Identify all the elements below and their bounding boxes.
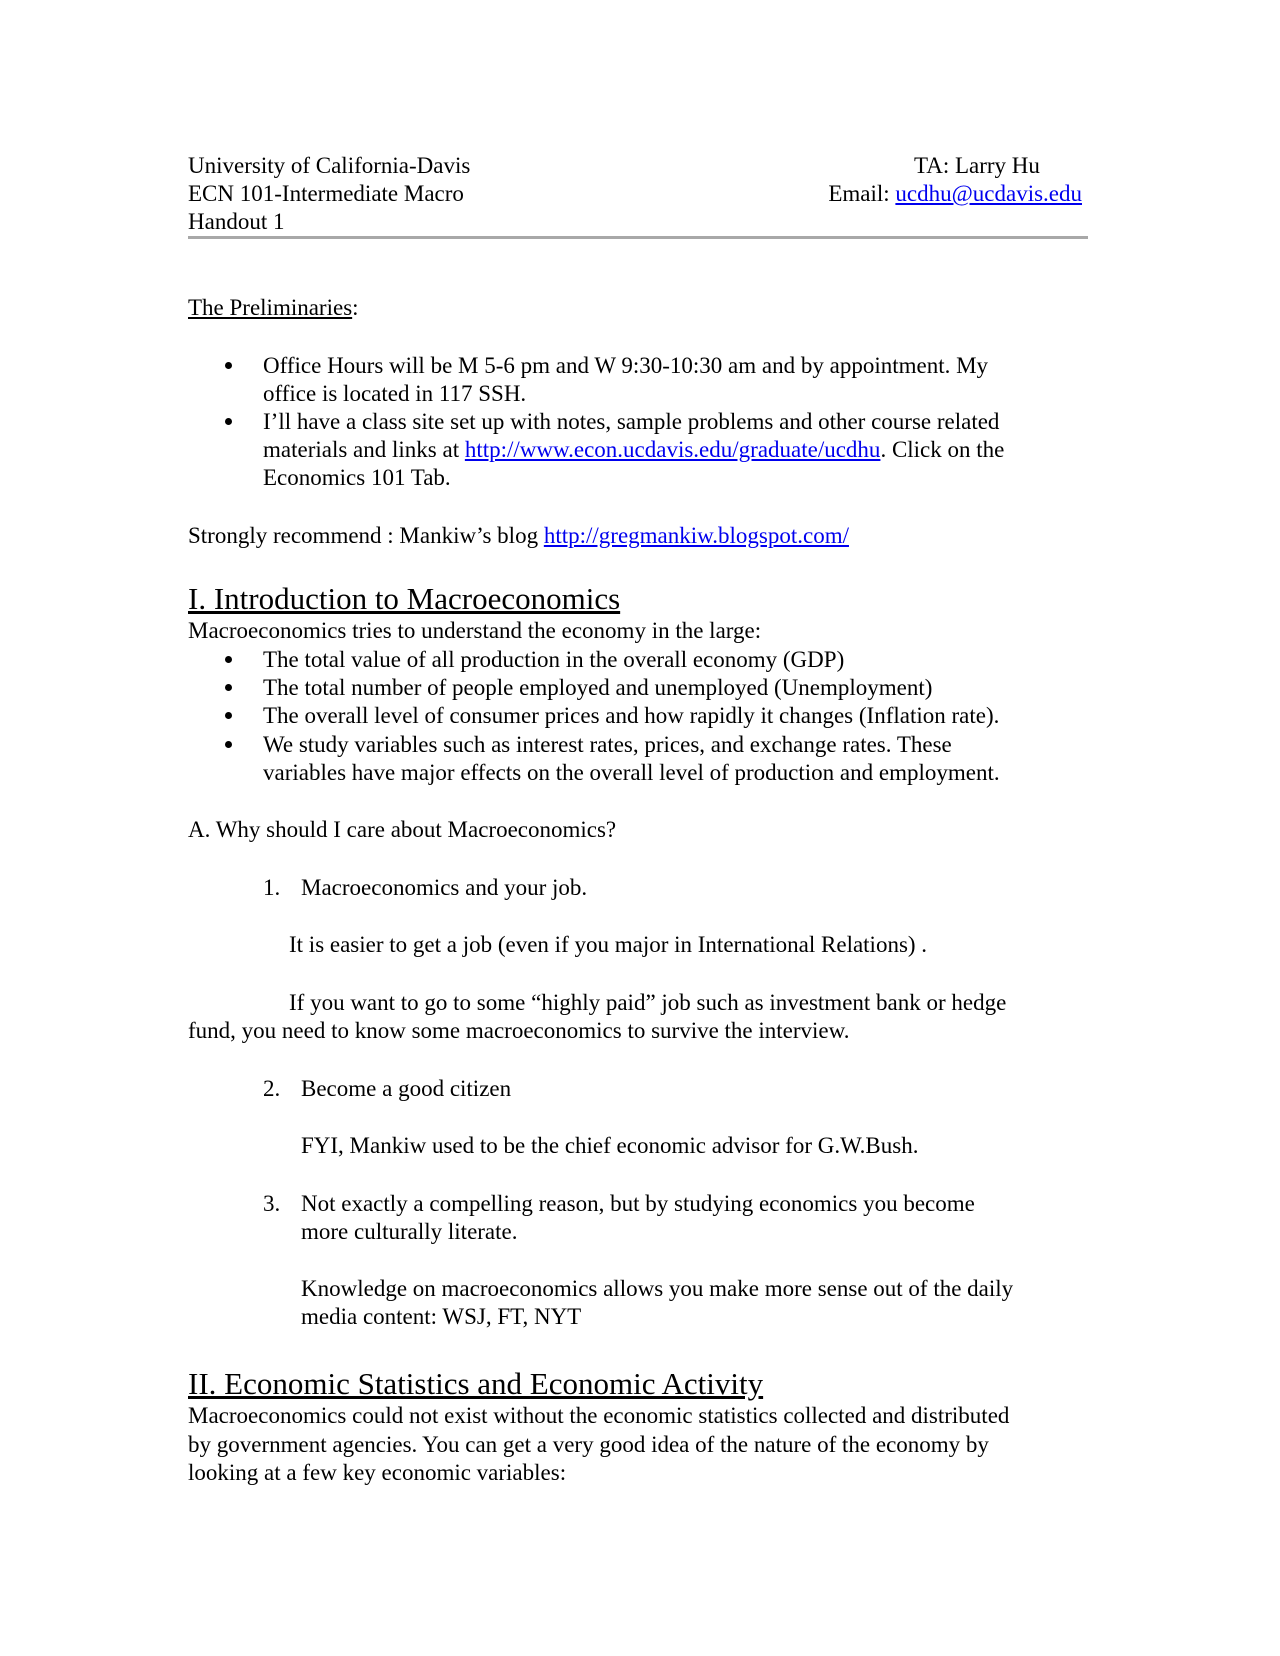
item3-number: 3. — [263, 1191, 281, 1216]
class-site-line1: I’ll have a class site set up with notes, sample problems and other course related — [263, 409, 1000, 434]
office-hours-line1: Office Hours will be M 5-6 pm and W 9:30-10:30 am and by appointment. My — [263, 353, 989, 378]
knowledge-line1: Knowledge on macroeconomics allows you make more sense out of the daily — [301, 1276, 1014, 1301]
email-link[interactable]: ucdhu@ucdavis.edu — [895, 181, 1082, 206]
university-name: University of California-Davis — [188, 153, 471, 178]
section1-bullet-variables-line2: variables have major effects on the overall level of production and employment. — [263, 760, 1000, 785]
section2-line3: looking at a few key economic variables: — [188, 1460, 567, 1485]
section1-bullet-variables-line1: We study variables such as interest rates, prices, and exchange rates. These — [263, 732, 952, 757]
bullet-icon — [225, 741, 232, 748]
section1-bullet-unemployment: The total number of people employed and unemployed (Unemployment) — [263, 675, 933, 700]
recommend-line — [188, 522, 849, 550]
section1-bullet-inflation: The overall level of consumer prices and how rapidly it changes (Inflation rate). — [263, 703, 1000, 728]
class-site-text: materials and links at — [263, 437, 465, 462]
item1-text: Macroeconomics and your job. — [301, 875, 588, 900]
mankiw-paragraph: FYI, Mankiw used to be the chief economic advisor for G.W.Bush. — [301, 1133, 919, 1158]
paid-job-line2: fund, you need to know some macroeconomics to survive the interview. — [188, 1018, 850, 1043]
bullet-icon — [225, 656, 232, 663]
recommend-text: Strongly recommend : Mankiw’s blog — [188, 523, 544, 548]
item3-text-line1: Not exactly a compelling reason, but by studying economics you become — [301, 1191, 975, 1216]
subsection-a: A. Why should I care about Macroeconomics? — [188, 817, 617, 842]
preliminaries-title-line — [188, 294, 359, 322]
section2-line1: Macroeconomics could not exist without the economic statistics collected and distributed — [188, 1403, 1010, 1428]
course-name: ECN 101-Intermediate Macro — [188, 181, 464, 206]
paid-job-line1: If you want to go to some “highly paid” job such as investment bank or hedge — [289, 990, 1007, 1015]
section1-bullet-gdp: The total value of all production in the overall economy (GDP) — [263, 647, 845, 672]
bullet-icon — [225, 362, 232, 369]
blog-link[interactable]: http://gregmankiw.blogspot.com/ — [543, 523, 849, 548]
section1-intro: Macroeconomics tries to understand the economy in the large: — [188, 618, 762, 643]
section1-heading: I. Introduction to Macroeconomics — [188, 581, 621, 616]
handout-number: Handout 1 — [188, 209, 285, 234]
email-label: Email: — [828, 181, 896, 206]
section2-heading: II. Economic Statistics and Economic Activity — [188, 1366, 764, 1401]
bullet-icon — [225, 684, 232, 691]
section2-line2: by government agencies. You can get a very good idea of the nature of the economy by — [188, 1432, 989, 1457]
class-site-link[interactable]: http://www.econ.ucdavis.edu/graduate/ucdhu — [464, 437, 881, 462]
preliminaries-colon: : — [352, 295, 359, 320]
ta-name: TA: Larry Hu — [914, 153, 1040, 178]
item1-number: 1. — [263, 875, 281, 900]
class-site-text-after: . Click on the — [880, 437, 1005, 462]
bullet-icon — [225, 418, 232, 425]
office-hours-line2: office is located in 117 SSH. — [263, 381, 527, 406]
item2-text: Become a good citizen — [301, 1076, 512, 1101]
header-divider — [188, 236, 1088, 239]
bullet-icon — [225, 712, 232, 719]
knowledge-line2: media content: WSJ, FT, NYT — [301, 1304, 582, 1329]
class-site-line3: Economics 101 Tab. — [263, 465, 451, 490]
item3-text-line2: more culturally literate. — [301, 1219, 518, 1244]
email-line — [828, 180, 1082, 208]
job-paragraph: It is easier to get a job (even if you major in International Relations) . — [289, 932, 928, 957]
class-site-line2 — [263, 436, 1004, 464]
preliminaries-title: The Preliminaries — [188, 295, 353, 320]
item2-number: 2. — [263, 1076, 281, 1101]
